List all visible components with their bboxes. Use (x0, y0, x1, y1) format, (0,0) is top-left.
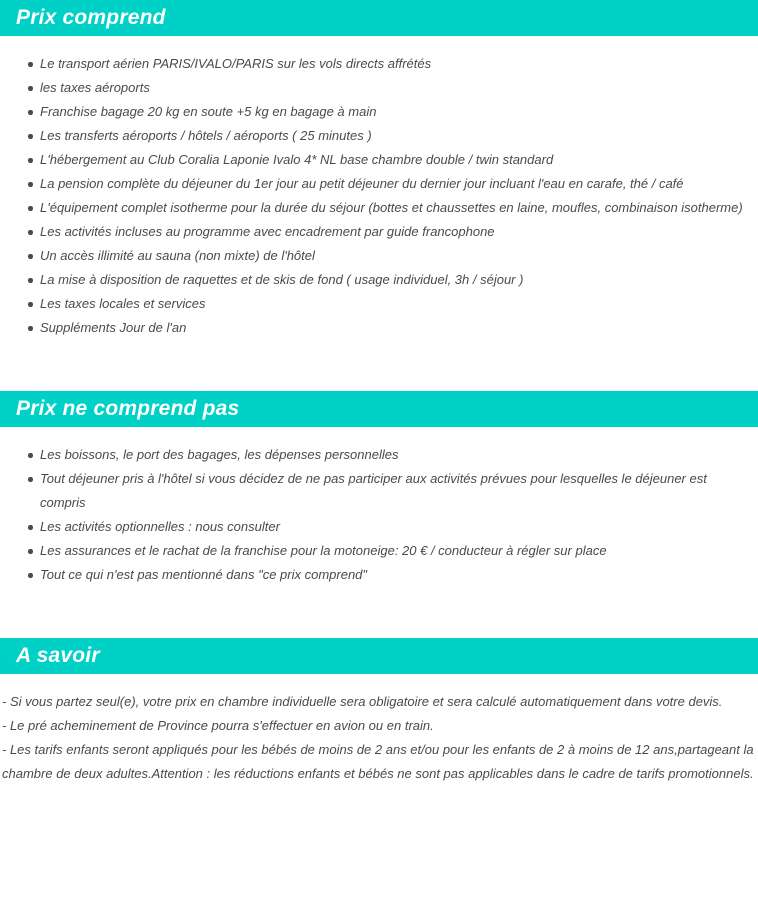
list-item: La pension complète du déjeuner du 1er jour au petit déjeuner du dernier jour incluant l'eau en carafe, thé / café (40, 172, 752, 196)
note-paragraph: - Le pré acheminement de Province pourra s'effectuer en avion ou en train. (2, 718, 434, 733)
list-item: Les activités optionnelles : nous consulter (40, 515, 752, 539)
list-item: L'équipement complet isotherme pour la durée du séjour (bottes et chaussettes en laine, moufles, combinaison isotherme) (40, 196, 752, 220)
section-price-excludes (0, 391, 758, 587)
section-header-price-includes: Prix comprend (0, 0, 758, 36)
list-item: Tout ce qui n'est pas mentionné dans "ce prix comprend" (40, 563, 752, 587)
section-price-includes (0, 0, 758, 340)
section-good-to-know (0, 638, 758, 786)
list-item: Le transport aérien PARIS/IVALO/PARIS sur les vols directs affrétés (40, 52, 752, 76)
list-item: Les boissons, le port des bagages, les dépenses personnelles (40, 443, 752, 467)
price-includes-list (0, 52, 758, 340)
list-item: L'hébergement au Club Coralia Laponie Ivalo 4* NL base chambre double / twin standard (40, 148, 752, 172)
list-item: Les assurances et le rachat de la franchise pour la motoneige: 20 € / conducteur à régler sur place (40, 539, 752, 563)
list-item: Suppléments Jour de l'an (40, 316, 752, 340)
list-item: Les transferts aéroports / hôtels / aéroports ( 25 minutes ) (40, 124, 752, 148)
good-to-know-notes (0, 690, 758, 786)
list-item: les taxes aéroports (40, 76, 752, 100)
note-paragraph: - Si vous partez seul(e), votre prix en chambre individuelle sera obligatoire et sera calculé automatiquement dans votre devis. (2, 694, 723, 709)
list-item: Un accès illimité au sauna (non mixte) de l'hôtel (40, 244, 752, 268)
section-header-price-excludes: Prix ne comprend pas (0, 391, 758, 427)
list-item: La mise à disposition de raquettes et de skis de fond ( usage individuel, 3h / séjour ) (40, 268, 752, 292)
section-header-good-to-know: A savoir (0, 638, 758, 674)
list-item: Franchise bagage 20 kg en soute +5 kg en bagage à main (40, 100, 752, 124)
price-excludes-list (0, 443, 758, 587)
list-item: Les taxes locales et services (40, 292, 752, 316)
note-paragraph: - Les tarifs enfants seront appliqués pour les bébés de moins de 2 ans et/ou pour les enfants de 2 à moins de 12 ans,partageant la chambre de deux adultes.Attention : les réductions enfants et bébés ne sont pas applicables dans le cadre de tarifs promotionnels. (2, 742, 754, 781)
list-item: Tout déjeuner pris à l'hôtel si vous décidez de ne pas participer aux activités prévues pour lesquelles le déjeuner est compris (40, 467, 752, 515)
list-item: Les activités incluses au programme avec encadrement par guide francophone (40, 220, 752, 244)
